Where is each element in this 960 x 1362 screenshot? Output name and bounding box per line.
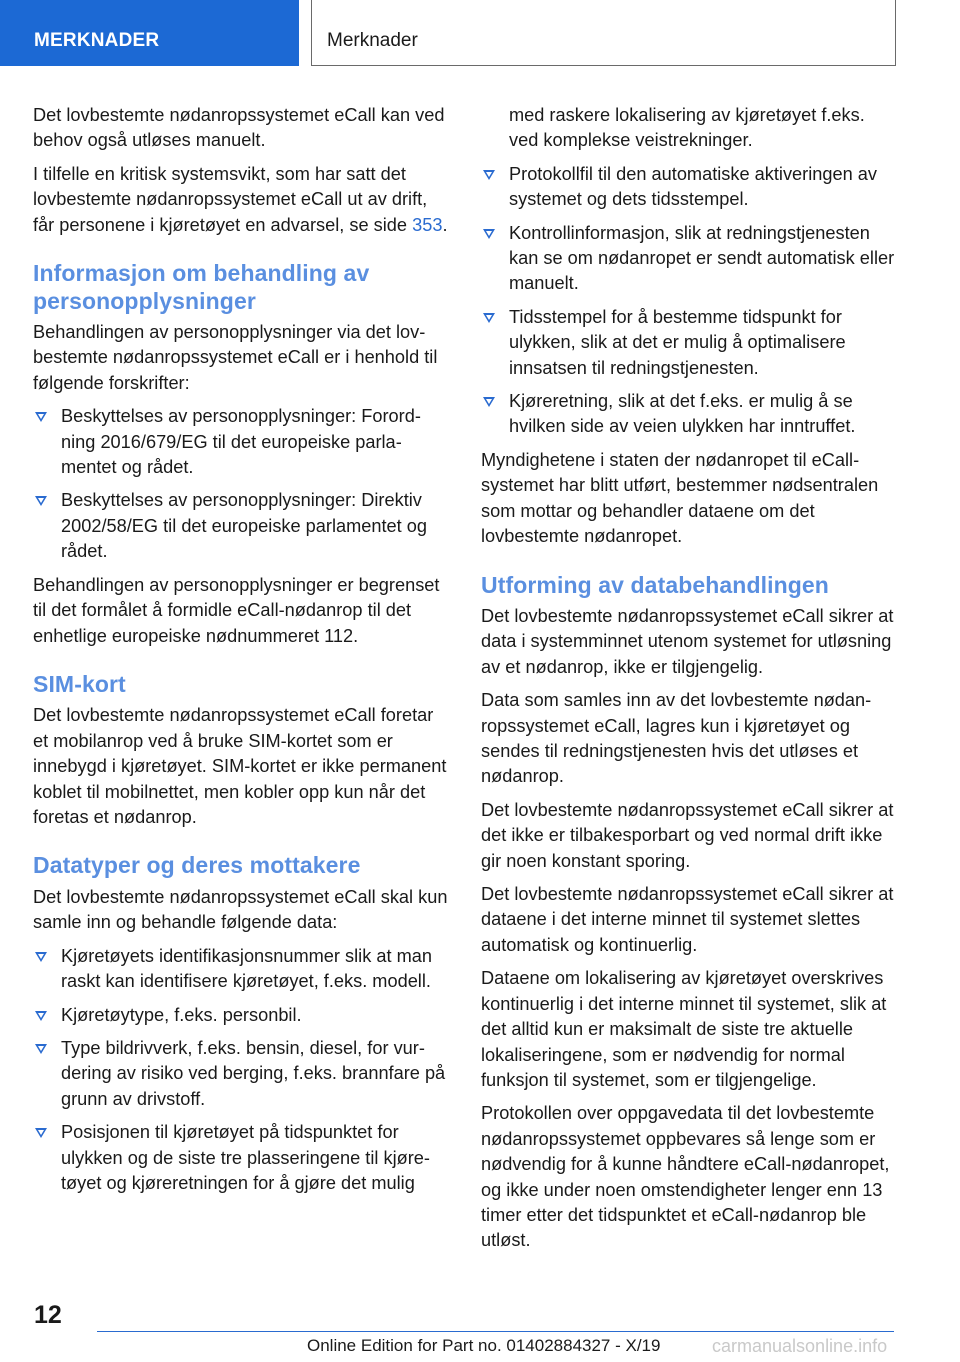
list-item: Kjøretøyets identifikasjonsnummer slik at man raskt kan identifisere kjøretøyet, f.eks. modell. [33,944,449,995]
watermark: carmanualsonline.info [712,1336,888,1356]
section-heading-personal-data: Informasjon om behandling av personopplysninger [33,260,370,314]
page-reference-link[interactable]: 353 [412,214,443,235]
triangle-bullet-icon [35,1128,47,1138]
paragraph: Det lovbestemte nødanropssystemet eCall sikrer at dataene i det interne minnet til systemet slettes automatisk og kontinuerlig. [481,884,894,955]
list-item: Tidsstempel for å bestemme tidspunkt for ulykken, slik at det er mulig å optimalisere innsatsen til redningstjenesten. [481,305,897,381]
list-item: Beskyttelses av personopplysninger: Direktiv 2002/58/EG til det europeiske parlamentet og rådet. [33,488,449,564]
paragraph: Behandlingen av personopplysninger via det lovbestemte nødanropssystemet eCall er i henhold til følgende forskrifter: [33,322,438,393]
bullet-list [33,404,449,564]
list-item: Kjøretøytype, f.eks. personbil. [33,1003,449,1028]
paragraph: Protokollen over oppgavedata til det lovbestemte nødanropssystemet oppbevares så lenge som er nødvendig for å kunne håndtere eCall-nødanropet, og ikke under noen omstendigheter lenger enn 13 timer etter det tidspunktet et eCall-nødanrop ble utløst. [481,1103,890,1251]
intro-paragraph: Det lovbestemte nødanropssystemet eCall kan ved behov også utløses manuelt. [33,105,445,151]
triangle-bullet-icon [35,1044,47,1054]
section-heading-data-types: Datatyper og deres mottakere [33,852,361,879]
list-item: Type bildrivverk, f.eks. bensin, diesel, for vurdering av risiko ved berging, f.eks. brannfare på grunn av drivstoff. [33,1036,449,1112]
paragraph: Det lovbestemte nødanropssystemet eCall foretar et mobilanrop ved å bruke SIM-kortet som er innebygd i kjøretøyet. SIM-kortet er ikke permanent koblet til mobilnettet, men kobler opp kun når det foretas et nødanrop. [33,705,447,828]
paragraph: Dataene om lokalisering av kjøretøyet overskrives kontinuerlig i det interne minnet til systemet, slik at det alltid kun er maksimalt de siste tre aktuelle lokaliseringene, som er nødvendig for normal funksjon til systemet, som er tilgjengelige. [481,968,887,1090]
page-number: 12 [34,1301,62,1329]
section-heading-sim-card: SIM-kort [33,670,126,697]
triangle-bullet-icon [35,952,47,962]
triangle-bullet-icon [35,412,47,422]
triangle-bullet-icon [483,229,495,239]
triangle-bullet-icon [35,1011,47,1021]
list-item: Kjøreretning, slik at det f.eks. er mulig å se hvilken side av veien ulykken har inntruffet. [481,389,897,440]
bullet-list [481,162,897,440]
intro-paragraph: I tilfelle en kritisk systemsvikt, som har satt det lovbestemte nødanropssystemet eCall ut av drift, får personene i kjøretøyet en advarsel, se side 353. [33,163,448,235]
list-item: Protokollfil til den automatiske aktiveringen av systemet og dets tidsstempel. [481,162,897,213]
paragraph: Behandlingen av personopplysninger er begrenset til det formålet å formidle eCall-nødanrop til det enhetlige europeiske nødnummeret 112. [33,574,440,646]
triangle-bullet-icon [483,313,495,323]
section-heading-data-processing: Utforming av databehandlingen [481,571,829,598]
paragraph: Det lovbestemte nødanropssystemet eCall sikrer at data i systemminnet utenom systemet for utløsning av et nødanrop, ikke er tilgjengelig. [481,606,894,677]
paragraph: Data som samles inn av det lovbestemte nødanropssystemet eCall, lagres kun i kjøretøyet og sendes til redningstjenesten hvis det utløses et nødanrop. [481,690,872,787]
bullet-continuation: med raskere lokalisering av kjøretøyet f.eks. ved komplekse veistrekninger. [509,105,865,151]
triangle-bullet-icon [35,496,47,506]
paragraph: Det lovbestemte nødanropssystemet eCall skal kun samle inn og behandle følgende data: [33,886,448,933]
bullet-list [33,944,449,1197]
section-tab[interactable]: MERKNADER [0,0,299,66]
paragraph: Det lovbestemte nødanropssystemet eCall sikrer at det ikke er tilbakesporbart og ved normal drift ikke gir noen konstant sporing. [481,799,894,871]
right-column [481,103,897,1262]
list-item: Kontrollinformasjon, slik at redningstjenesten kan se om nødanropet er sendt automatisk eller manuelt. [481,221,897,297]
left-column [33,103,449,1204]
triangle-bullet-icon [483,170,495,180]
footer-divider [97,1331,894,1332]
list-item: Posisjonen til kjøretøyet på tidspunktet for ulykken og de siste tre plasseringene til kjøretøyet og kjøreretningen for å gjøre det mulig [33,1120,449,1196]
page-title: Merknader [311,0,896,66]
triangle-bullet-icon [483,397,495,407]
edition-footer: Online Edition for Part no. 01402884327 - X/19 [307,1336,661,1355]
list-item: Beskyttelses av personopplysninger: Forordning 2016/679/EG til det europeiske parlamentet og rådet. [33,404,449,480]
paragraph: Myndighetene i staten der nødanropet til eCallsystemet har blitt utført, bestemmer nødsentralen som mottar og behandler dataene om det lovbestemte nødanropet. [481,449,879,547]
